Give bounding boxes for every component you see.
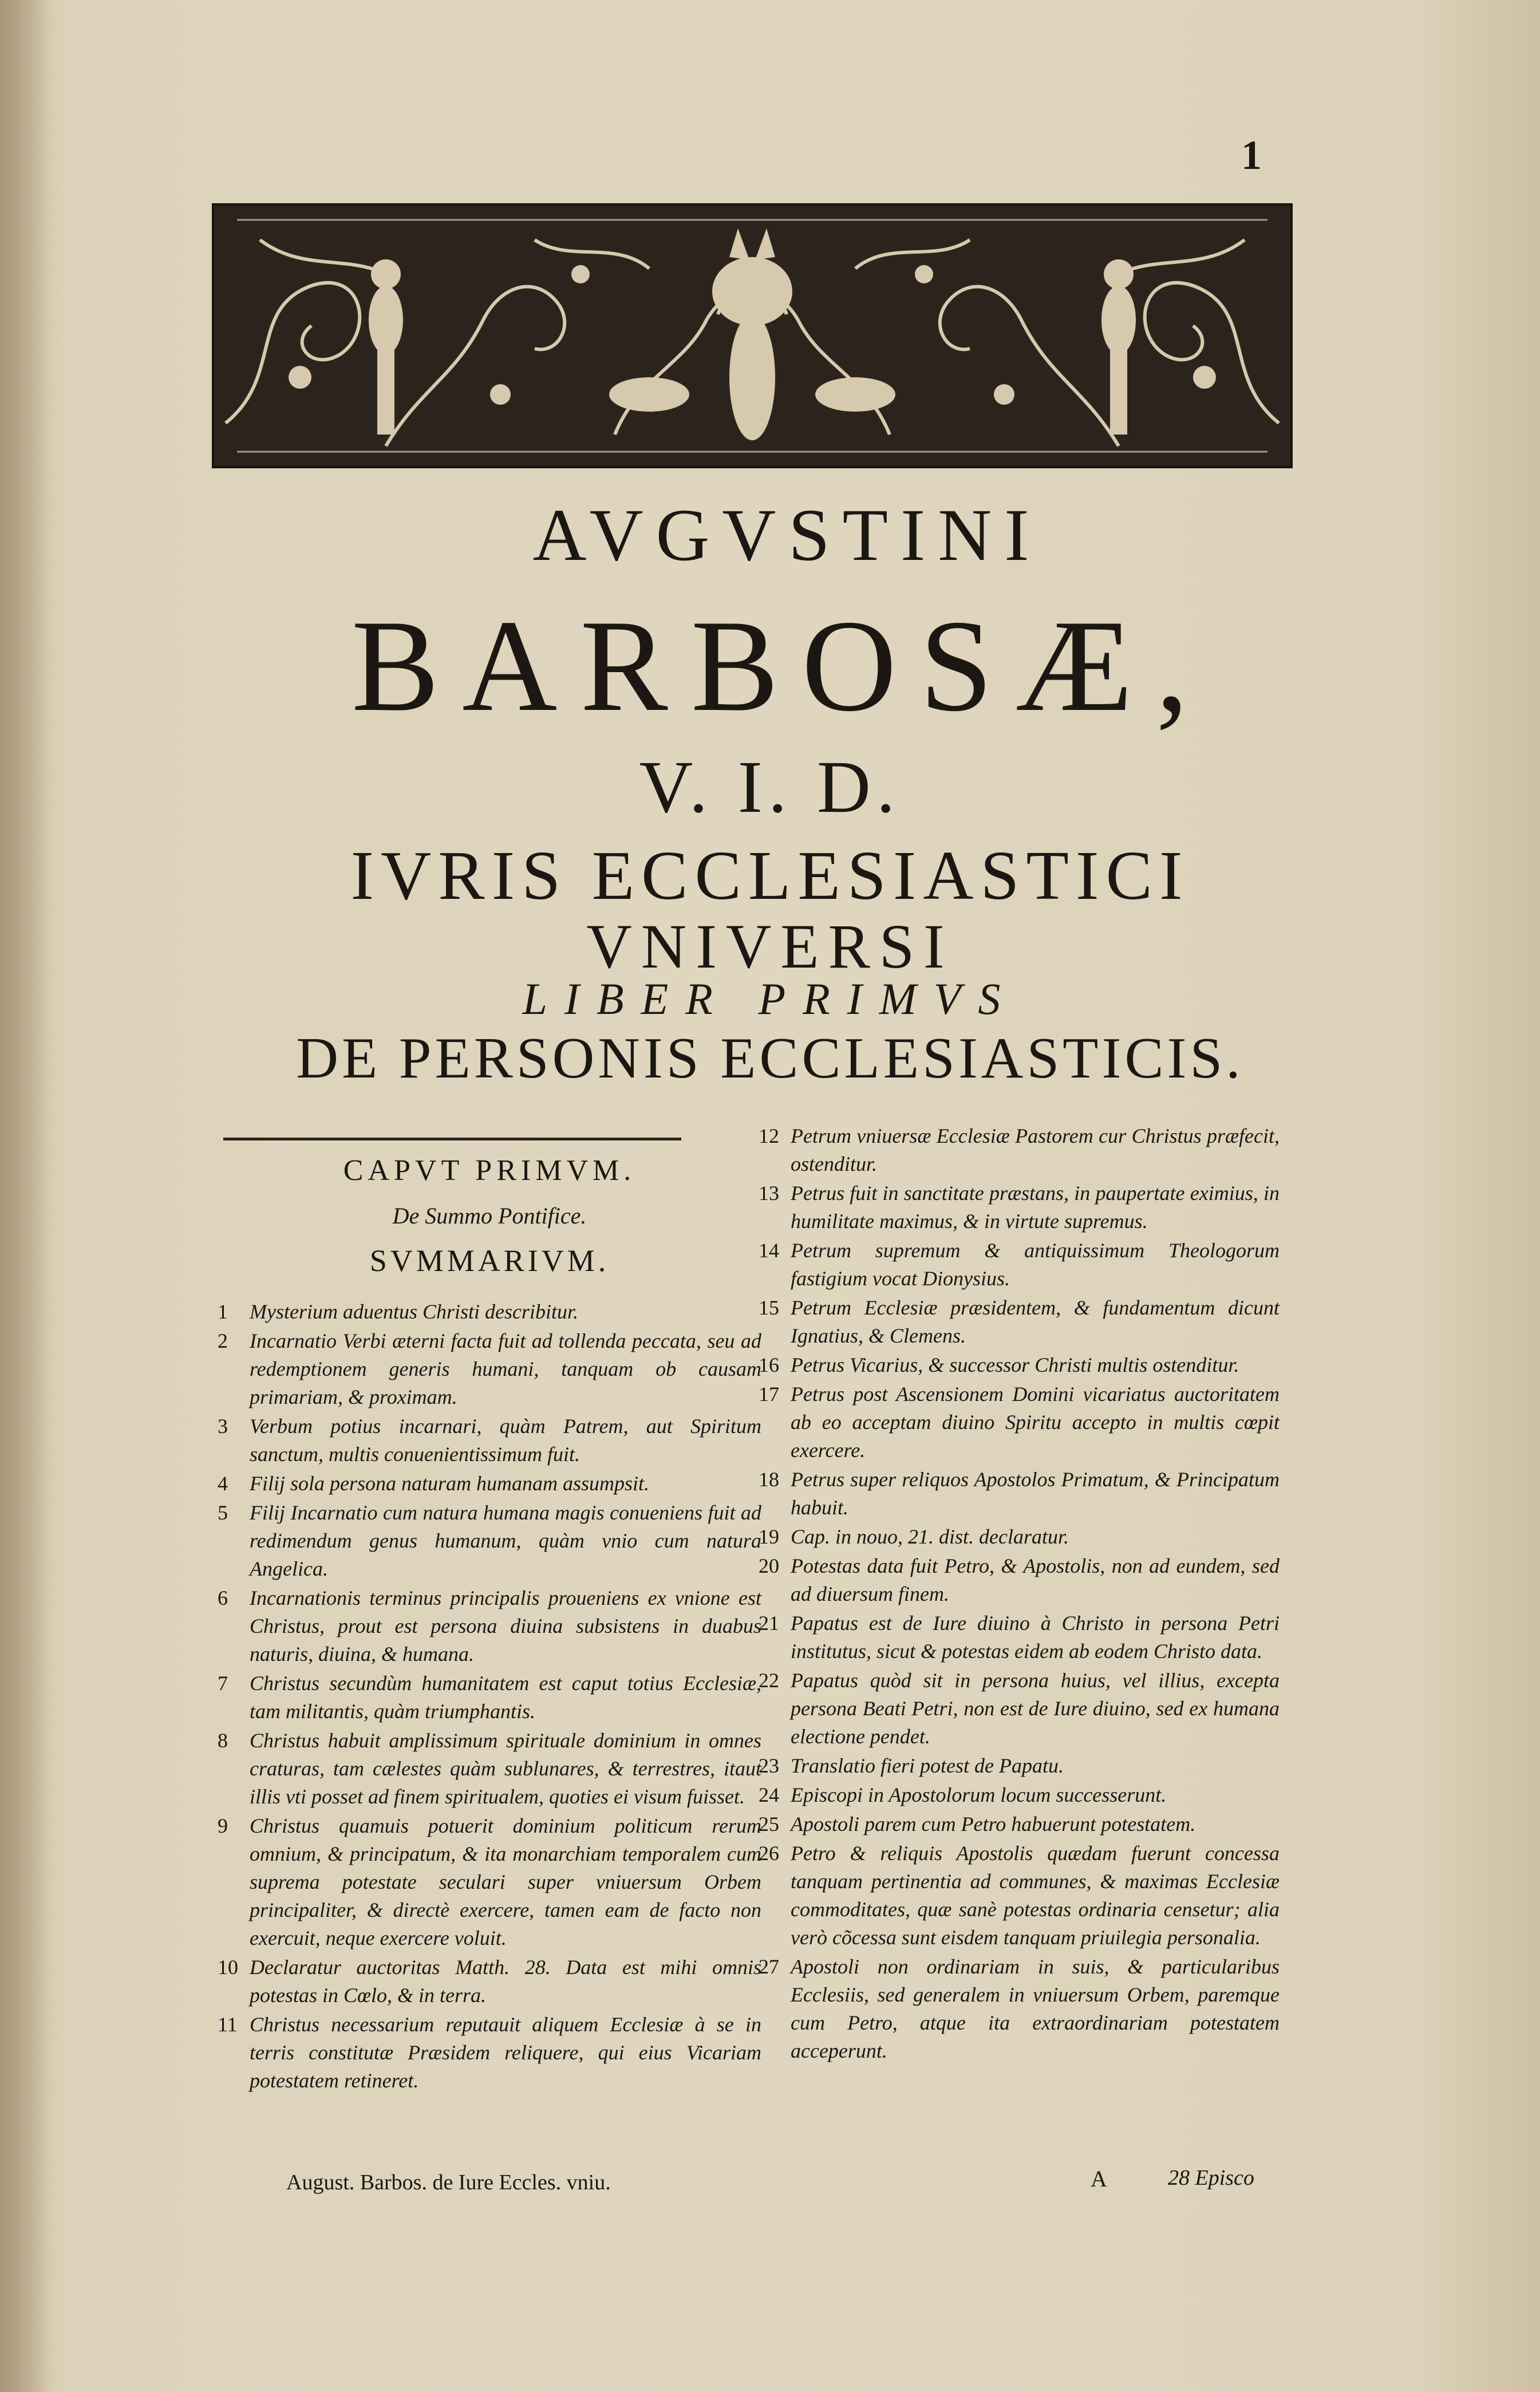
entry-number: 19: [759, 1525, 779, 1548]
entry-number: 15: [759, 1296, 779, 1319]
entry-number: 13: [759, 1182, 779, 1205]
title-book-number: LIBER PRIMVS: [522, 974, 1018, 1024]
entry-text: Translatio fieri potest de Papatu.: [791, 1754, 1064, 1777]
entry-number: 10: [218, 1956, 238, 1979]
entry-text: Papatus est de Iure diuino à Christo in persona Petri institutus, sicut & potestas eidem ab eodem Christo data.: [791, 1612, 1280, 1663]
summary-entry: [759, 1523, 1280, 1551]
summary-entry: [759, 1752, 1280, 1780]
summary-heading: SVMMARIVM.: [369, 1244, 610, 1278]
chapter-subheading: De Summo Pontifice.: [392, 1203, 587, 1229]
entry-text: Filij Incarnatio cum natura humana magis conueniens fuit ad redimendum genus humanum, quàm vnio cum natura Angelica.: [250, 1501, 761, 1580]
signature-mark: A: [1091, 2166, 1107, 2192]
summary-entry: [759, 1380, 1280, 1465]
entry-number: 16: [759, 1353, 779, 1376]
entry-text: Incarnationis terminus principalis proueniens ex vnione est Christus, prout est persona diuina subsistens in duabus naturis, diuina, & humana.: [250, 1586, 761, 1665]
entry-text: Filij sola persona naturam humanam assumpsit.: [250, 1472, 650, 1495]
page-number: 1: [1241, 132, 1262, 178]
entry-text: Apostoli non ordinariam in suis, & particularibus Ecclesiis, sed generalem in vniuersum Orbem, paremque cum Petro, atque ita extraordinariam potestatem acceperunt.: [791, 1955, 1280, 2062]
summary-entry: [218, 1727, 761, 1811]
entry-text: Christus secundùm humanitatem est caput totius Ecclesiæ, tam militantis, quàm triumphantis.: [250, 1672, 761, 1723]
entry-number: 1: [218, 1300, 228, 1323]
summary-entry: [759, 1840, 1280, 1952]
entry-text: Verbum potius incarnari, quàm Patrem, aut Spiritum sanctum, multis conuenientissimum fuit.: [250, 1415, 761, 1466]
summary-entry: [759, 1552, 1280, 1608]
summary-entry: [218, 1412, 761, 1469]
summary-entry: [218, 2011, 761, 2095]
summary-entry: [759, 1237, 1280, 1293]
entry-text: Petro & reliquis Apostolis quædam fuerunt concessa tanquam pertinentia ad communes, & maximas Ecclesiæ commoditates, quæ sanè potestas ordinaria censetur; alia verò cõcessa sunt eisdem tanquam priuilegia personalia.: [791, 1842, 1280, 1949]
entry-text: Petrum vniuersæ Ecclesiæ Pastorem cur Christus præfecit, ostenditur.: [791, 1124, 1280, 1175]
entry-text: Christus necessarium reputauit aliquem Ecclesiæ à se in terris constitutæ Præsidem reliquere, qui eius Vicariam potestatem retineret.: [250, 2013, 761, 2092]
entry-number: 26: [759, 1842, 779, 1865]
entry-number: 9: [218, 1814, 228, 1837]
summary-entry: [759, 1609, 1280, 1665]
entry-number: 14: [759, 1239, 779, 1262]
entry-number: 4: [218, 1472, 228, 1495]
summary-entry: [759, 1667, 1280, 1751]
summary-entry: [759, 1810, 1280, 1838]
summary-entry: [759, 1466, 1280, 1522]
summary-entry: [218, 1327, 761, 1411]
entry-text: Petrum supremum & antiquissimum Theologorum fastigium vocat Dionysius.: [791, 1239, 1280, 1290]
summary-entry: [218, 1953, 761, 2010]
summary-entry: [759, 1294, 1280, 1350]
entry-number: 23: [759, 1754, 779, 1777]
entry-text: Petrus super reliquos Apostolos Primatum, & Principatum habuit.: [791, 1468, 1280, 1519]
title-author-surname: BARBOSÆ,: [351, 593, 1212, 739]
entry-text: Incarnatio Verbi æterni facta fuit ad tollenda peccata, seu ad redemptionem generis humani, tanquam ob causam primariam, & proximam.: [250, 1329, 761, 1408]
entry-number: 3: [218, 1415, 228, 1438]
entry-number: 2: [218, 1329, 228, 1352]
summary-entry: [218, 1298, 761, 1326]
entry-number: 8: [218, 1729, 228, 1752]
entry-text: Papatus quòd sit in persona huius, vel illius, excepta persona Beati Petri, non est de Iure diuino, sed ex humana electione pendet.: [791, 1669, 1280, 1748]
entry-text: Petrus fuit in sanctitate præstans, in paupertate eximius, in humilitate maximus, & in virtute supremus.: [791, 1182, 1280, 1233]
entry-text: Petrus post Ascensionem Domini vicariatus auctoritatem ab eo acceptam diuino Spiritu accepto in multis cœpit exercere.: [791, 1383, 1280, 1462]
entry-number: 12: [759, 1124, 779, 1147]
entry-number: 22: [759, 1669, 779, 1692]
title-work-line-1: IVRIS ECCLESIASTICI: [350, 837, 1190, 914]
summary-entry: [218, 1669, 761, 1726]
summary-entry: [218, 1584, 761, 1668]
chapter-heading: CAPVT PRIMVM.: [343, 1154, 636, 1187]
column-rule: [223, 1138, 681, 1140]
entry-number: 25: [759, 1813, 779, 1836]
entry-number: 24: [759, 1783, 779, 1806]
title-degree: V. I. D.: [639, 746, 901, 828]
entry-text: Declaratur auctoritas Matth. 28. Data est mihi omnis potestas in Cœlo, & in terra.: [250, 1956, 761, 2007]
entry-text: Episcopi in Apostolorum locum successerunt.: [791, 1783, 1167, 1806]
summary-entry: [218, 1812, 761, 1952]
entry-number: 5: [218, 1501, 228, 1524]
entry-text: Mysterium aduentus Christi describitur.: [250, 1300, 578, 1323]
entry-text: Christus habuit amplissimum spirituale dominium in omnes craturas, tam cælestes quàm sublunares, & terrestres, itaut illis vti posset ad finem spiritualem, quoties ei visum fuisset.: [250, 1729, 761, 1808]
entry-number: 20: [759, 1554, 779, 1577]
entry-text: Apostoli parem cum Petro habuerunt potestatem.: [791, 1813, 1196, 1836]
page-edge-shadow: [0, 0, 52, 2392]
summary-entry: [759, 1179, 1280, 1236]
entry-number: 21: [759, 1612, 779, 1635]
entry-number: 7: [218, 1672, 228, 1695]
summary-column-left: [218, 1145, 761, 2096]
woodcut-ornament-headpiece: [212, 203, 1293, 468]
summary-column-right: [759, 1122, 1280, 2066]
title-work-line-2: VNIVERSI: [586, 911, 954, 981]
entry-text: Petrus Vicarius, & successor Christi multis ostenditur.: [791, 1353, 1239, 1376]
summary-entry: [759, 1781, 1280, 1809]
summary-entry: [759, 1953, 1280, 2065]
entry-text: Petrum Ecclesiæ præsidentem, & fundamentum dicunt Ignatius, & Clemens.: [791, 1296, 1280, 1347]
entry-text: Cap. in nouo, 21. dist. declaratur.: [791, 1525, 1069, 1548]
summary-entry: [218, 1499, 761, 1583]
entry-number: 27: [759, 1955, 779, 1978]
summary-entry: [759, 1122, 1280, 1178]
title-book-subject: DE PERSONIS ECCLESIASTICIS.: [296, 1026, 1244, 1091]
entry-number: 17: [759, 1383, 779, 1406]
catchword: 28 Episco: [1168, 2166, 1254, 2190]
running-title: August. Barbos. de Iure Eccles. vniu.: [286, 2170, 611, 2194]
title-author-first-name: AVGVSTINI: [532, 494, 1042, 577]
entry-text: Christus quamuis potuerit dominium politicum rerum omnium, & principatum, & ita monarchiam temporalem cum suprema potestate seculari super vniuersum Orbem principaliter, & directè exercere, tamen eam de facto non exercuit, neque exercere voluit.: [250, 1814, 761, 1949]
entry-number: 6: [218, 1586, 228, 1609]
entry-text: Potestas data fuit Petro, & Apostolis, non ad eundem, sed ad diuersum finem.: [791, 1554, 1280, 1605]
summary-entry: [759, 1351, 1280, 1379]
entry-number: 11: [218, 2013, 238, 2036]
entry-number: 18: [759, 1468, 779, 1491]
summary-entry: [218, 1470, 761, 1498]
